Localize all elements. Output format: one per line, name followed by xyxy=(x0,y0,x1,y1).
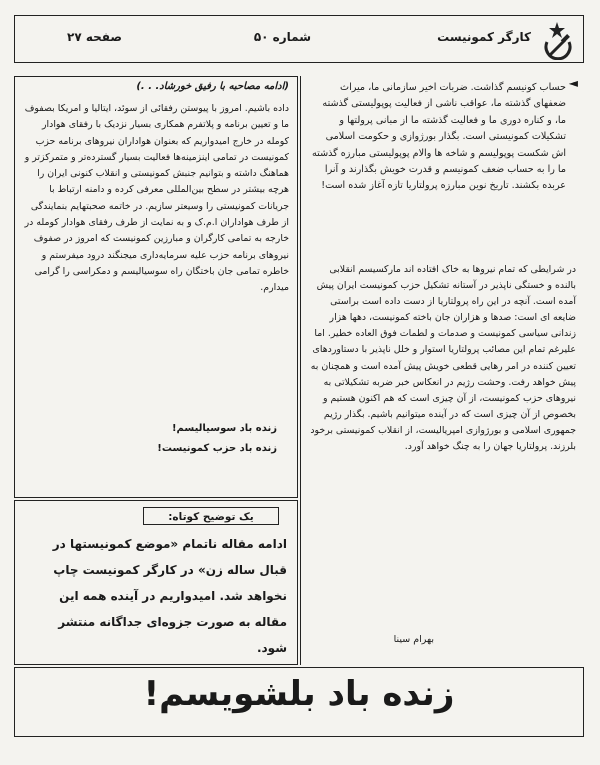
right-article-column xyxy=(300,76,584,665)
page-number: صفحه ۲۷ xyxy=(67,30,122,44)
slogan-line: زنده باد سوسیالیسم! xyxy=(172,423,277,434)
footer-slogan: زنده باد بلشویسم! xyxy=(143,674,455,714)
issue-number: شماره ۵۰ xyxy=(253,30,311,44)
closing-slogans xyxy=(23,419,277,459)
article-paragraph: حساب کونیسم گذاشت. ضربات اخیر سازمانی ما، میراث ضعفهای گذشته ما، عواقب ناشی از فعالیت پوپولیستی گذشته ما، و کناره دوری ما و فعالیت گذشته ما از مبانی پرولتها و تشکیلات کمونیستی است. بگذار بورژوازی و حکومت اسلامی اش شکست پوپولیسم و شاخه ها والام پوپولیستی مبارزه گذشته ما را به حساب ضعف کمونیسم و قدرت خویش بگذارند و آنرا عربده بکشند. تاریخ نوین مبارزه پرولتاریا تازه آغاز شده است! xyxy=(312,82,566,192)
author-signature: بهرام سینا xyxy=(393,634,434,645)
publication-name: کارگر کمونیست xyxy=(437,30,531,44)
continuation-arrow-icon: ◄ xyxy=(568,76,578,90)
article-body-left: داده باشیم. امروز با پیوستن رفقائی از سوئد، ایتالیا و امریکا بصفوف ما و تعیین برنامه و پلاتفرم همکاری بسیار نزدیک با رفقای هوادار کومله در خارج امیدواریم که بعنوان هواداران نیروهای برنامه حزب کمونیست در تمامی اینزمینه‌ها فعالیت بسیار گسترده‌تر و متمرکزتر و هماهنگ داشته و بتوانیم جنبش کمونیستی و انقلاب کنونی ایران را هرچه بیشتر در سطح بین‌المللی معرفی کرده و دامنه ارتباط با جریانات کمونیستی را وسیعتر سازیم. در خاتمه صحبتهایم بنمایندگی از طرف هواداران ا.م.ک و به نمایت از طرف رفقای هوادار کومله در خارجه به تمامی کارگران و مبارزین کمونیست که امروز در صفوف نیروهای برنامه حزب علیه سرمایه‌داری میجنگند درود میفرستم و خاطره تمامی جان باختگان راه سوسیالیسم و دمکراسی را گرامی میدارم. xyxy=(24,103,289,294)
article-continuation-subtitle: (ادامه مصاحبه با رفیق خورشاد. . .) xyxy=(136,81,289,92)
editorial-note-box xyxy=(14,500,298,665)
masthead xyxy=(14,15,584,63)
footer-banner xyxy=(14,667,584,737)
hammer-sickle-star-icon xyxy=(537,20,577,60)
article-paragraph: در شرایطی که تمام نیروها به خاک افتاده اند مارکسیسم انقلابی بالنده و خستگی ناپذیر در آستانه تشکیل حزب کمونیست ایران پیش آمده است. آنچه در این راه پرولتاریا از دست داده است براستی ضایعه ای است: صدها و هزاران جان باخته کمونیست، دهها هزار زندانی سیاسی کمونیست و صدمات و لطمات فوق العاده خطیر. اما علیرغم تمام این مصائب پرولتاریا استوار و خلل ناپذیر با دستاوردهای تعیین کننده در امر رهایی قطعی خویش پیش آمده است و همچنان به پیش خواهد رفت. وحشت رژیم در انعکاس خبر ضربه تشکیلاتی به نیروهای حزب کمونیست، از آن چیزی است که هم اکنون هستیم و بخصوص از آن چیزی است که در آینده میتوانیم باشیم. بگذار رژیم جمهوری اسلامی و بورژوازی امپریالیست، از انقلاب کمونیستی برخود بلرزند. پرولتاریا جهان را به چنگ خواهد آورد. xyxy=(310,264,576,453)
note-title: یک توضیح کوتاه: xyxy=(143,507,279,525)
slogan-line: زنده باد حزب کمونیست! xyxy=(157,443,277,454)
left-article-column xyxy=(14,76,298,498)
note-body: ادامه مقاله ناتمام «موضع کمونیستها در قبال ساله زن» در کارگر کمونیست چاپ نخواهد شد. امیدواریم در آینده همه این مقاله به صورت جزوه‌ای جداگانه منتشر شود. xyxy=(52,537,287,655)
